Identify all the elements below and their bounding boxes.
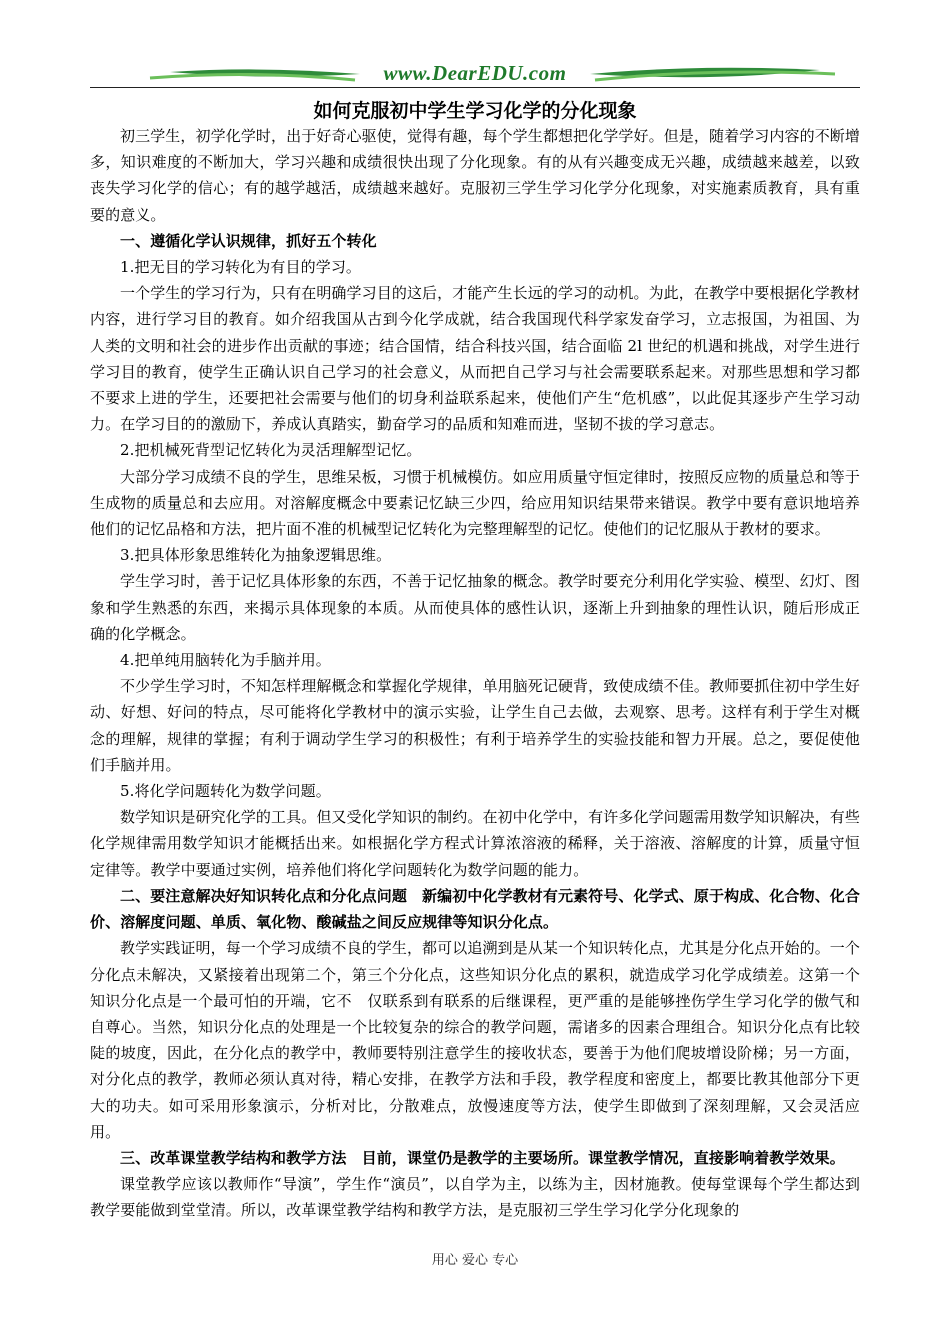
site-header-banner	[90, 58, 860, 90]
body-paragraph: 课堂教学应该以教师作“导演”，学生作“演员”，以自学为主，以练为主，因材施教。使每堂课每个学生都达到教学要能做到堂堂清。所以，改革课堂教学结构和教学方法，是克服初三学生学习化学分化现象的	[90, 1175, 860, 1220]
section-heading: 三、改革课堂教学结构和教学方法 目前，课堂仍是教学的主要场所。课堂教学情况，直接影响着教学效果。	[120, 1148, 845, 1167]
body-paragraph: 2.把机械死背型记忆转化为灵活理解型记忆。	[120, 441, 422, 460]
section-heading: 一、遵循化学认识规律，抓好五个转化	[120, 231, 377, 250]
body-paragraph: 数学知识是研究化学的工具。但又受化学知识的制约。在初中化学中，有许多化学问题需用数学知识解决，有些化学规律需用数学知识才能概括出来。如根据化学方程式计算浓溶液的稀释，关于溶液、溶解度的计算，质量守恒定律等。教学中要通过实例，培养他们将化学问题转化为数学问题的能力。	[90, 808, 860, 879]
body-paragraph: 不少学生学习时，不知怎样理解概念和掌握化学规律，单用脑死记硬背，致使成绩不佳。教师要抓住初中学生好动、好想、好问的特点，尽可能将化学教材中的演示实验，让学生自己去做，去观察、思考。这样有利于学生对概念的理解，规律的掌握；有利于调动学生学习的积极性；有利于培养学生的实验技能和智力开展。总之，要促使他们手脑并用。	[90, 677, 860, 774]
header-divider	[90, 87, 860, 88]
section-heading: 二、要注意解决好知识转化点和分化点问题 新编初中化学教材有元素符号、化学式、原于构成、化合物、化合价、溶解度问题、单质、氧化物、酸碱盐之间反应规律等知识分化点。	[90, 886, 860, 932]
site-url[interactable]: www.DearEDU.com	[383, 61, 567, 85]
body-paragraph: 大部分学习成绩不良的学生，思维呆板，习惯于机械模仿。如应用质量守恒定律时，按照反应物的质量总和等于生成物的质量总和去应用。对溶解度概念中要素记忆缺三少四，给应用知识结果带来错误。教学中要有意识地培养他们的记忆品格和方法，把片面不准的机械型记忆转化为完整理解型的记忆。使他们的记忆服从于教材的要求。	[90, 467, 860, 539]
page-footer: 用心 爱心 专心	[431, 1253, 519, 1268]
body-paragraph: 1.把无目的学习转化为有目的学习。	[120, 258, 362, 277]
body-paragraph: 一个学生的学习行为，只有在明确学习目的这后，才能产生长远的学习的动机。为此，在教学中要根据化学教材内容，进行学习目的教育。如介绍我国从古到今化学成就，结合我国现代科学家发奋学习，立志报国，为祖国、为人类的文明和社会的进步作出贡献的事迹；结合国情，结合科技兴国，结合面临 2l 世纪的机遇和挑战，对学生进行学习目的教育，使学生正确认识自己学习的社会意义，从而把自己学习与社会需要联系起来。对那些思想和学习都不要求上进的学生，还要把社会需要与他们的切身利益联系起来，使他们产生“危机感”，以此促其逐步产生学习动力。在学习目的的激励下，养成认真踏实，勤奋学习的品质和知难而进，坚韧不拔的学习意志。	[90, 284, 860, 434]
body-paragraph: 学生学习时，善于记忆具体形象的东西，不善于记忆抽象的概念。教学时要充分利用化学实验、模型、幻灯、图象和学生熟悉的东西，来揭示具体现象的本质。从而使具体的感性认识，逐渐上升到抽象的理性认识，随后形成正确的化学概念。	[90, 572, 860, 643]
body-paragraph: 教学实践证明，每一个学习成绩不良的学生，都可以追溯到是从某一个知识转化点，尤其是分化点开始的。一个分化点未解决，又紧接着出现第二个，第三个分化点，这些知识分化点的累积，就造成学习化学成绩差。这第一个知识分化点是一个最可怕的开端，它不 仅联系到有联系的后继课程，更严重的是能够挫伤学生学习化学的傲气和自尊心。当然，知识分化点的处理是一个比较复杂的综合的教学问题，需诸多的因素合理组合。知识分化点有比较陡的坡度，因此，在分化点的教学中，教师要特别注意学生的接收状态，要善于为他们爬坡增设阶梯；另一方面，对分化点的教学，教师必须认真对待，精心安排，在教学方法和手段，教学程度和密度上，都要比教其他部分下更大的功夫。如可采用形象演示，分析对比，分散难点，放慢速度等方法，使学生即做到了深刻理解，又会灵活应用。	[90, 939, 860, 1141]
body-paragraph: 4.把单纯用脑转化为手脑并用。	[120, 651, 331, 670]
article-body	[90, 123, 860, 1224]
body-paragraph: 初三学生，初学化学时，出于好奇心驱使，觉得有趣，每个学生都想把化学学好。但是，随着学习内容的不断增多，知识难度的不断加大，学习兴趣和成绩很快出现了分化现象。有的从有兴趣变成无兴趣，成绩越来越差，以致丧失学习化学的信心；有的越学越活，成绩越来越好。克服初三学生学习化学分化现象，对实施素质教育，具有重要的意义。	[90, 127, 860, 224]
body-paragraph: 3.把具体形象思维转化为抽象逻辑思维。	[120, 546, 392, 565]
body-paragraph: 5.将化学问题转化为数学问题。	[120, 782, 331, 801]
article-title: 如何克服初中学生学习化学的分化现象	[313, 100, 637, 122]
